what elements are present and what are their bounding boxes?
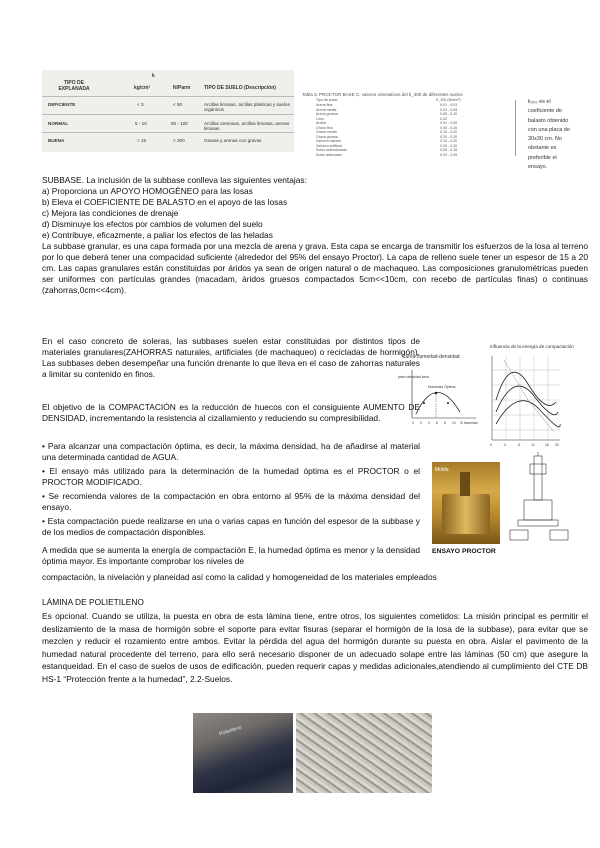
lamina-paragraph: Es opcional. Cuando se utiliza, la puesta en obra de esta lámina tiene, entre otros, los siguientes cometidos: La misión principal es permitir el deslizamiento de la masa de hormigón sobre el soporte para evitar fisuras (separar el hormigón de la losa de la subbase), para evitar que se mezclen y reducir el rozamiento entre ambos. Evitar la pérdida del agua del hormigón durante su puesta en obra. Aislar el pavimento de la humedad natural procedente del terreno, para ello será necesario disponer de un adecuado solape entre las láminas (50 cm) que asegure la estanqueidad. En el caso de suelos de usos de edificación, pueden requerir capas y medidas adicionales,atendiendo al cumplimiento del CTE DB HS-1 “Protección frente a la humedad”, 2.2-Suelos. — [42, 611, 588, 684]
table-row: DEFICIENTE < 3 < 50 Arcillas limosas, arcillas plásticas y suelos orgánicos — [48, 102, 290, 112]
x-label: % humedad — [460, 421, 478, 425]
subbase-paragraph-2: En el caso concreto de soleras, las subbases suelen estar constituidas por distintos tipos de materiales granulares(ZAHORRAS naturales, artificiales (de machaqueo) o recicladas de hormigón). Las subbases deben desempeñar una función drenante lo que lleva en el caso de zahorras naturales a limitar su contenido en finos. — [42, 336, 420, 380]
tick-label: 2 — [420, 421, 422, 425]
energia-paragraph: A medida que se aumenta la energía de compactación E, la humedad óptima es menor y la densidad óptima mayor. Es importante comprobar los niveles de — [42, 545, 420, 567]
tick-label: 20 — [555, 443, 559, 447]
photo-label: Polietileno — [218, 724, 243, 738]
energy-title: Influencia de la energía de compactación — [490, 344, 574, 349]
tick-label: 8 — [444, 421, 446, 425]
compactacion-paragraph: El objetivo de la COMPACTACIÓN es la reducción de huecos con el consiguiente AUMENTO DE DENSIDAD, incrementando la resistencia al cizallamiento y reduciendo su compresibilidad. — [42, 402, 420, 424]
tick-label: 6 — [436, 421, 438, 425]
tick-label: 0 — [490, 443, 492, 447]
header-kg: kg/cm³ — [134, 85, 151, 91]
subbase-paragraph-1: La subbase granular, es una capa formada por una mezcla de arena y grava. Esta capa se encarga de transmitir los esfuerzos de la losa al terreno por lo que deberá tener una compacidad suficiente (alrededor del 95% del ensayo Proctor). La capa de relleno suele tener un espesor de 15 a 20 cm. Las capas granulares están constituidas por áridos ya sean de origen natural o de machaqueo. Las composiciones granulométricas pueden ser uniformes con partículas grandes (macadam, áridos gruesos compactados 5cm<<10cm, con recebo de partículas finas) o continuas (zahorras,0cm<<4cm). — [42, 241, 588, 296]
header-k: k — [152, 73, 155, 79]
header-tipo-suelo: TIPO DE SUELO (Descripción) — [204, 85, 276, 91]
tick-label: 4 — [428, 421, 430, 425]
tick-label: 16 — [545, 443, 549, 447]
opt-label: Humedad Óptima — [428, 385, 456, 389]
lamina-heading: LÁMINA DE POLIETILENO — [42, 597, 144, 607]
proctor-caption: ENSAYO PROCTOR — [432, 548, 496, 555]
tick-label: 12 — [531, 443, 535, 447]
right-table-title: Tabla 3: PROCTOR BASE C, valores orientativos del k_300 de diferentes suelos — [302, 92, 463, 97]
subbase-intro: SUBBASE. La inclusión de la subbase conlleva las siguientes ventajas: — [42, 175, 307, 185]
bullet-proctor: • El ensayo más utilizado para la determinación de la humedad óptima es el PROCTOR o el PROCTOR MODIFICADO. — [42, 466, 420, 488]
header-nparm: N/Parm — [173, 85, 191, 91]
tick-label: 8 — [518, 443, 520, 447]
bullet-capas: • Esta compactación puede realizarse en una o varias capas en función del espesor de la subbase y de los medios de compactación disponibles. — [42, 516, 420, 538]
header-explanada: TIPO DE EXPLANADA — [58, 80, 90, 92]
advantage-a: a) Proporciona un APOYO HOMOGÉNEO para las losas — [42, 186, 253, 196]
advantage-e: e) Contribuye, eficazmente, a paliar los efectos de las heladas — [42, 230, 273, 240]
y-label: peso densidad seco — [398, 375, 430, 379]
table-row: BUENA > 15 > 300 Gravas y arenas con gravas — [48, 138, 262, 143]
energy-influence-chart — [484, 340, 574, 448]
advantage-d: d) Disminuye los efectos por cambios de volumen del suelo — [42, 219, 263, 229]
humidity-density-chart — [398, 348, 480, 426]
proctor-apparatus-drawing — [504, 452, 576, 544]
energia-paragraph-end: compactación, la nivelación y planeidad así como la calidad y homogeneidad de los materiales empleados — [42, 572, 437, 582]
tick-label: 10 — [452, 421, 456, 425]
polyethylene-photo — [193, 713, 293, 793]
curve-title: Curva humedad-densidad — [402, 354, 460, 360]
advantage-c: c) Mejora las condiciones de drenaje — [42, 208, 179, 218]
mesh-photo — [296, 713, 432, 793]
proctor-mold-photo — [432, 462, 500, 544]
proctor-top-label: Molde — [435, 467, 449, 473]
bullet-agua: • Para alcanzar una compactación óptima, es decir, la máxima densidad, ha de añadirse al material una determinada cantidad de AGUA. — [42, 441, 420, 463]
right-side-note: k₃₀₀ es el coeficiente de balasto obtenido con una placa de 30x30 cm. No obstante es preferible el ensayo. — [528, 99, 570, 171]
bullet-95: • Se recomienda valores de la compactación en obra entorno al 95% de la máxima densidad del ensayo. — [42, 491, 420, 513]
soil-table — [42, 70, 294, 152]
ballast-table: Tipo de suelo K_300 (N/mm³) Arena fina 0,01 - 0,03 Arena media 0,03 - 0,05 Arena gruesa 0,05 - 0,10 Limo 0,02 Arcilla 0,01 - 0,05 Grava fina 0,05 - 0,10 Grava media 0,10 - 0,20 Grava gruesa 0,20 - 0,30 Zahorra natural 0,10 - 0,20 Zahorra artificial 0,20 - 0,30 Suelo seleccionado 0,05 - 0,10 Suelo adecuado 0,03 - 0,05 — [302, 98, 518, 158]
tick-label: 4 — [504, 443, 506, 447]
tick-label: 0 — [412, 421, 414, 425]
table-row: NORMAL 5 - 10 50 - 100 Arcillas arenosas, arcillas limosas, arenas limosas — [48, 121, 290, 131]
advantage-b: b) Eleva el COEFICIENTE DE BALASTO en el apoyo de las losas — [42, 197, 288, 207]
